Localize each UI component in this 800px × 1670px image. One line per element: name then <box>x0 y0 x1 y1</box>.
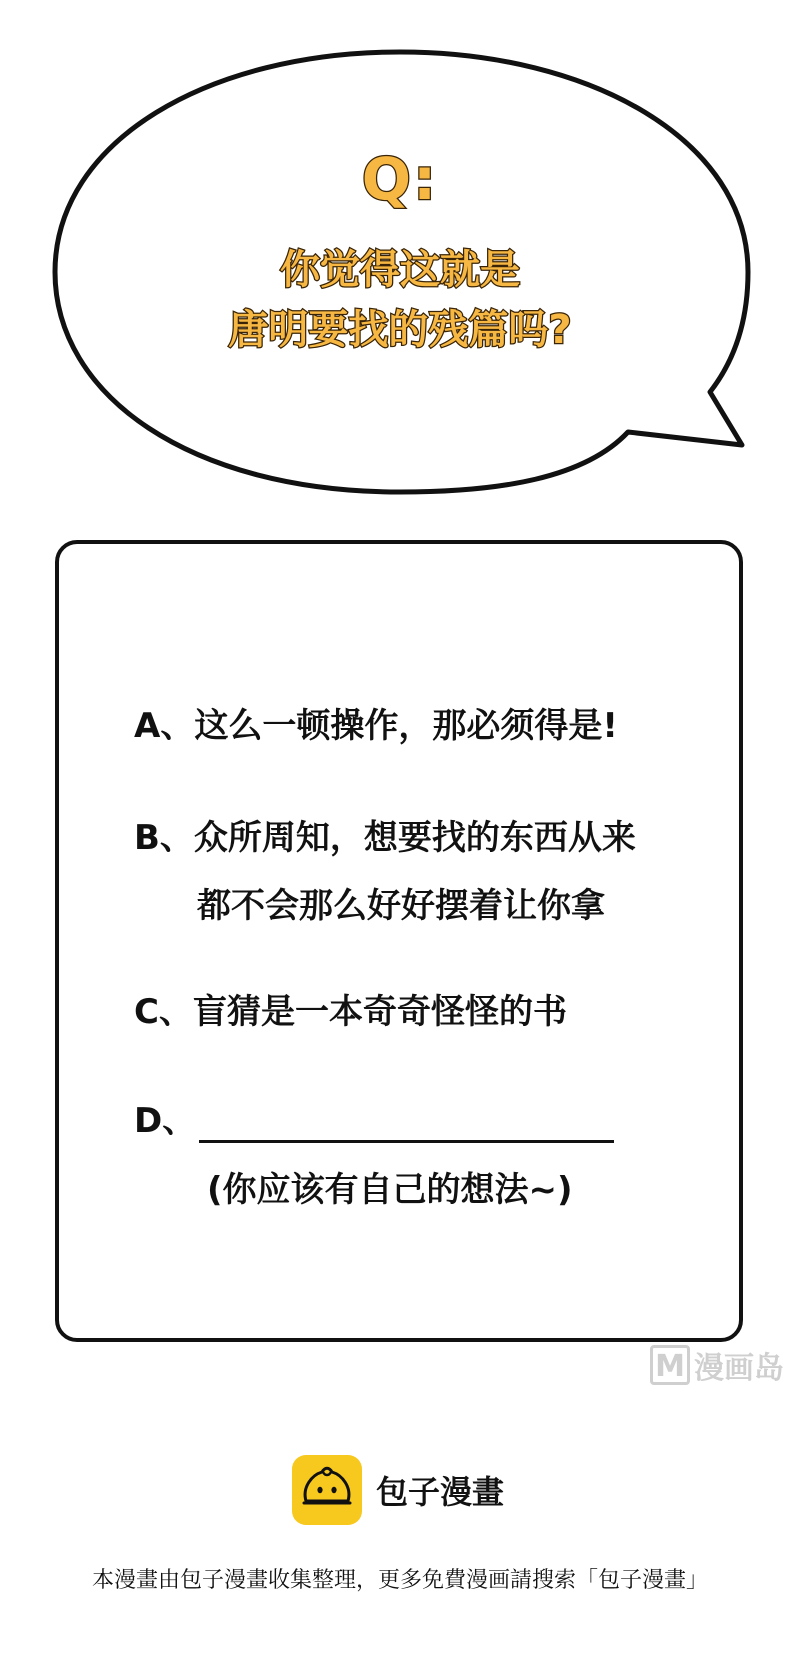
watermark-m-icon: M <box>650 1345 690 1385</box>
footer-notice: 本漫畫由包子漫畫收集整理，更多免費漫画請搜索「包子漫畫」 <box>91 1568 708 1593</box>
brand <box>292 1455 504 1525</box>
brand-name: 包子漫畫 <box>376 1473 505 1511</box>
option-c: C、盲猜是一本奇奇怪怪的书 <box>134 992 567 1032</box>
option-a: A、这么一顿操作，那必须得是! <box>134 706 618 746</box>
option-d-blank-line <box>199 1140 614 1143</box>
question-mark-label: Q: <box>361 145 439 213</box>
question-line-2: 唐明要找的残篇吗? <box>228 307 572 353</box>
answer-options-box <box>55 540 743 1342</box>
option-d-hint: (你应该有自己的想法~) <box>207 1170 573 1210</box>
option-b: B、众所周知，想要找的东西从来 <box>134 818 636 858</box>
watermark <box>650 1343 784 1387</box>
watermark-text: 漫画岛 <box>694 1351 784 1386</box>
option-b-continuation: 都不会那么好好摆着让你拿 <box>197 886 605 926</box>
option-d: D、 <box>134 1101 197 1141</box>
question-line-1: 你觉得这就是 <box>280 247 520 293</box>
bun-logo-icon <box>292 1455 362 1525</box>
